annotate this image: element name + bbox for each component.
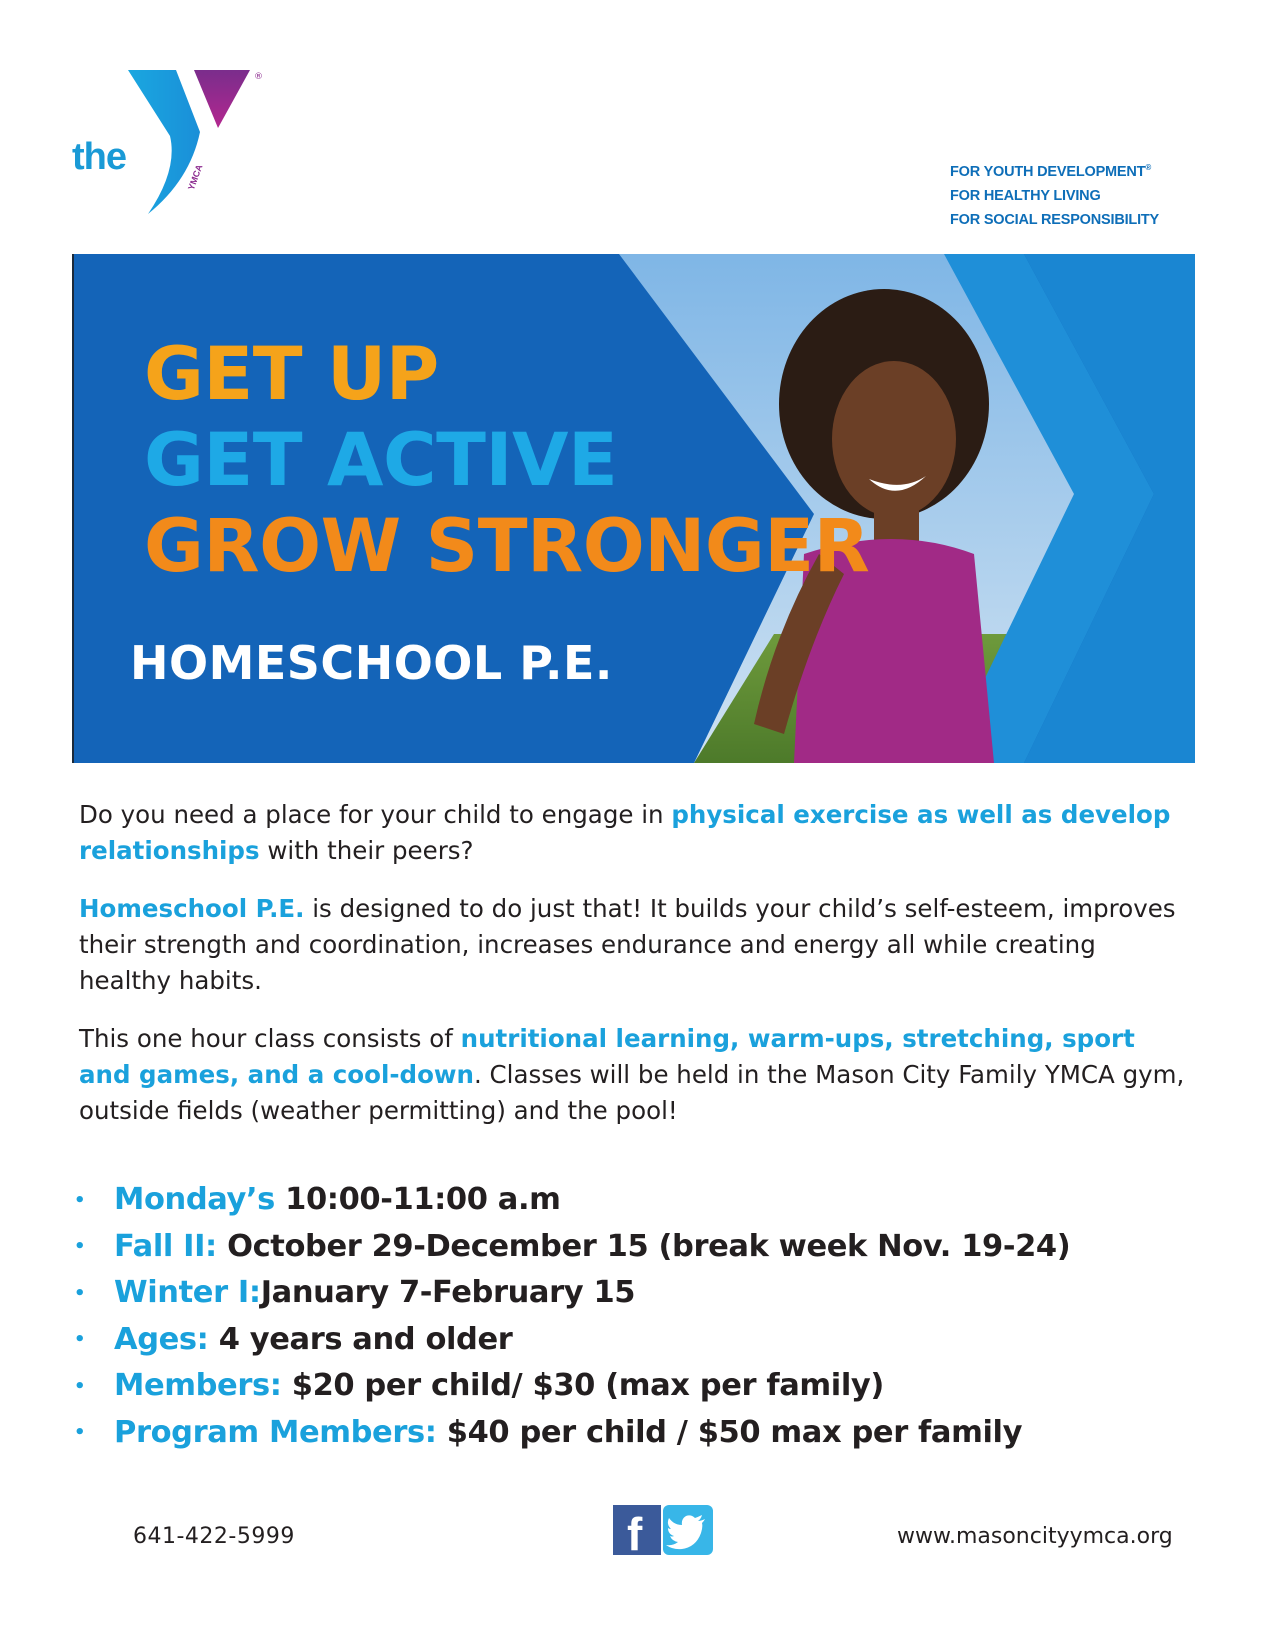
tagline-line-2: FOR HEALTHY LIVING xyxy=(950,187,1101,204)
logo-ymca-text: YMCA xyxy=(186,163,205,192)
paragraph-1: Do you need a place for your child to engage in physical exercise as well as develop relationships with their peers? xyxy=(79,800,1171,865)
logo-registered: ® xyxy=(254,72,263,82)
y-logo-icon xyxy=(128,70,258,220)
details-list xyxy=(74,1177,1070,1456)
ymca-logo xyxy=(72,70,262,220)
headline xyxy=(144,332,869,590)
paragraph-2: Homeschool P.E. is designed to do just that! It builds your child’s self-esteem, improves their strength and coordination, increases endurance and energy all while creating healthy habits. xyxy=(79,894,1176,995)
paragraph-3: This one hour class consists of nutritional learning, warm-ups, stretching, sport and games, and a cool-down. Classes will be held in the Mason City Family YMCA gym, outside fields (weather permitting) and the pool! xyxy=(79,1024,1185,1125)
detail-schedule: • Monday’s 10:00-11:00 a.m xyxy=(74,1182,561,1217)
hero-banner xyxy=(72,254,1195,763)
detail-winter: • Winter I:January 7-February 15 xyxy=(74,1275,636,1310)
detail-fall: • Fall II: October 29-December 15 (break week Nov. 19-24) xyxy=(74,1228,1071,1264)
twitter-bird-icon xyxy=(663,1505,713,1555)
tagline-line-3: FOR SOCIAL RESPONSIBILITY xyxy=(950,211,1160,228)
tagline-line-1: FOR YOUTH DEVELOPMENT® xyxy=(950,163,1152,180)
description xyxy=(79,797,1189,1151)
social-icons xyxy=(613,1505,713,1560)
tagline xyxy=(950,156,1159,232)
facebook-icon[interactable]: f xyxy=(613,1505,661,1555)
twitter-icon[interactable] xyxy=(663,1505,713,1555)
headline-line-3: GROW STRONGER xyxy=(144,504,870,589)
program-title: HOMESCHOOL P.E. xyxy=(130,636,613,690)
detail-ages: • Ages: 4 years and older xyxy=(74,1321,513,1357)
detail-members: • Members: $20 per child/ $30 (max per family) xyxy=(74,1368,884,1403)
headline-line-2: GET ACTIVE xyxy=(144,418,618,503)
website-link[interactable]: www.masoncityymca.org xyxy=(897,1524,1173,1549)
headline-line-1: GET UP xyxy=(144,332,439,417)
phone-number: 641-422-5999 xyxy=(133,1524,295,1549)
detail-program-members: • Program Members: $40 per child / $50 max per family xyxy=(74,1414,1023,1450)
logo-the-text: the xyxy=(72,136,126,178)
